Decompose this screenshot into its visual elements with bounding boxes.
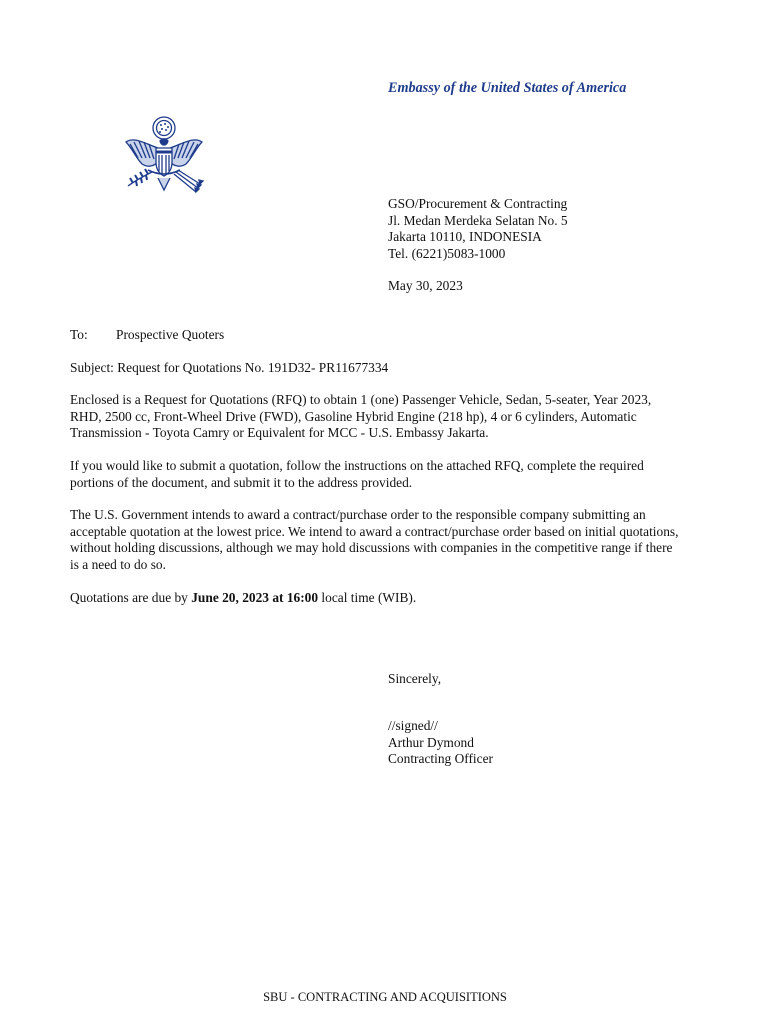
due-suffix: local time (WIB). [318,590,417,605]
signature-block [388,718,493,768]
signed-marker: //signed// [388,718,438,733]
recipient-value: Prospective Quoters [116,327,225,342]
address-line: Jl. Medan Merdeka Selatan No. 5 [388,212,568,228]
due-date: June 20, 2023 at 16:00 [191,590,319,605]
recipient-label: To: [70,327,88,342]
subject-line: Subject: Request for Quotations No. 191D32- PR11677334 [70,360,389,375]
address-line: GSO/Procurement & Contracting [388,196,568,211]
address-phone: Tel. (6221)5083-1000 [388,245,506,261]
due-prefix: Quotations are due by [70,590,192,605]
signer-title: Contracting Officer [388,751,493,766]
letter-date: May 30, 2023 [388,278,463,293]
closing-salutation: Sincerely, [388,671,442,686]
body-paragraph: If you would like to submit a quotation, follow the instructions on the attached RFQ, complete the required portions of the document, and submit it to the address provided. [70,458,644,490]
body-paragraph: The U.S. Government intends to award a contract/purchase order to the responsible company submitting an acceptable quotation at the lowest price. We intend to award a contract/purchase order based on initial quotations, without holding discussions, although we may hold discussions with companies in the competitive range if there is a need to do so. [70,507,679,572]
great-seal-eagle-icon [118,114,210,206]
embassy-title: Embassy of the United States of America [388,80,627,96]
recipient-line [70,327,224,344]
page-footer: SBU - CONTRACTING AND ACQUISITIONS [263,990,507,1004]
signer-name: Arthur Dymond [388,734,474,750]
body-paragraph: Enclosed is a Request for Quotations (RFQ) to obtain 1 (one) Passenger Vehicle, Sedan, 5-seater, Year 2023, RHD, 2500 cc, Front-Wheel Drive (FWD), Gasoline Hybrid Engine (218 hp), 4 or 6 cylinders, Automatic Transmission - Toyota Camry or Equivalent for MCC - U.S. Embassy Jakarta. [70,392,652,440]
due-date-paragraph [70,590,680,607]
address-line: Jakarta 10110, INDONESIA [388,229,542,244]
sender-address [388,196,568,262]
